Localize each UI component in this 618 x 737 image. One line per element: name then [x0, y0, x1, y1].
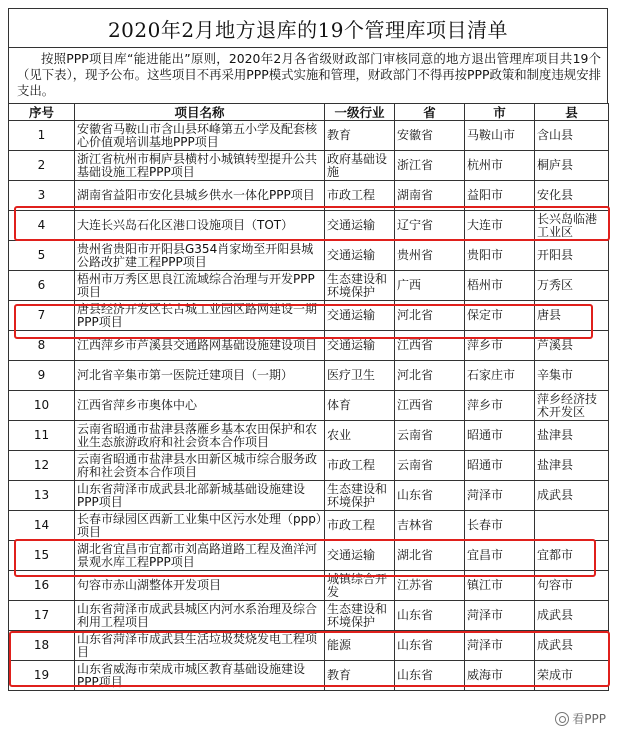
cell-industry: 城镇综合开发: [325, 571, 395, 601]
cell-no: 7: [9, 301, 75, 331]
cell-county: 开阳县: [535, 241, 609, 271]
cell-project-name: 河北省辛集市第一医院迁建项目（一期）: [75, 361, 325, 391]
cell-county: 盐津县: [535, 451, 609, 481]
cell-province: 河北省: [395, 361, 465, 391]
cell-county: 荣成市: [535, 661, 609, 691]
cell-no: 4: [9, 211, 75, 241]
table-row: [9, 661, 609, 691]
cell-project-name: 唐县经济开发区长古城工业园区路网建设一期PPP项目: [75, 301, 325, 331]
cell-county: 句容市: [535, 571, 609, 601]
cell-no: 12: [9, 451, 75, 481]
cell-industry: 能源: [325, 631, 395, 661]
table-header-row: [9, 104, 609, 121]
cell-project-name: 大连长兴岛石化区港口设施项目（TOT）: [75, 211, 325, 241]
cell-industry: 市政工程: [325, 511, 395, 541]
cell-project-name: 山东省菏泽市成武县北部新城基础设施建设PPP项目: [75, 481, 325, 511]
cell-province: 贵州省: [395, 241, 465, 271]
cell-city: 石家庄市: [465, 361, 535, 391]
cell-province: 江西省: [395, 331, 465, 361]
cell-project-name: 江西省萍乡市奥体中心: [75, 391, 325, 421]
wechat-logo-icon: [555, 712, 569, 726]
cell-province: 广西: [395, 271, 465, 301]
cell-industry: 市政工程: [325, 451, 395, 481]
cell-no: 5: [9, 241, 75, 271]
cell-no: 16: [9, 571, 75, 601]
cell-city: 梧州市: [465, 271, 535, 301]
cell-project-name: 云南省昭通市盐津县水田新区城市综合服务政府和社会资本合作项目: [75, 451, 325, 481]
cell-county: 长兴岛临港工业区: [535, 211, 609, 241]
table-row: [9, 301, 609, 331]
cell-province: 云南省: [395, 451, 465, 481]
cell-province: 辽宁省: [395, 211, 465, 241]
cell-county: 成武县: [535, 481, 609, 511]
cell-no: 3: [9, 181, 75, 211]
table-row: [9, 241, 609, 271]
table-row: [9, 211, 609, 241]
cell-project-name: 句容市赤山湖整体开发项目: [75, 571, 325, 601]
table-row: [9, 361, 609, 391]
cell-province: 安徽省: [395, 121, 465, 151]
cell-industry: 体育: [325, 391, 395, 421]
cell-city: 益阳市: [465, 181, 535, 211]
intro-paragraph: 按照PPP项目库“能进能出”原则，2020年2月各省级财政部门审核同意的地方退出管理库项目共19个（见下表），现予公布。这些项目不再采用PPP模式实施和管理，财政部门不得再按PPP政策和制度违规安排支出。: [8, 47, 608, 103]
cell-industry: 交通运输: [325, 211, 395, 241]
page-title: 2020年2月地方退库的19个管理库项目清单: [8, 8, 608, 47]
cell-city: 镇江市: [465, 571, 535, 601]
cell-city: 萍乡市: [465, 331, 535, 361]
cell-county: 成武县: [535, 601, 609, 631]
table-row: [9, 271, 609, 301]
document: [8, 8, 608, 691]
cell-no: 15: [9, 541, 75, 571]
cell-no: 8: [9, 331, 75, 361]
cell-county: 桐庐县: [535, 151, 609, 181]
cell-project-name: 山东省威海市荣成市城区教育基础设施建设PPP项目: [75, 661, 325, 691]
cell-province: 山东省: [395, 481, 465, 511]
cell-county: 辛集市: [535, 361, 609, 391]
cell-no: 6: [9, 271, 75, 301]
column-header-name: 项目名称: [75, 104, 325, 121]
cell-no: 10: [9, 391, 75, 421]
table-row: [9, 391, 609, 421]
cell-province: 江西省: [395, 391, 465, 421]
cell-no: 9: [9, 361, 75, 391]
table-row: [9, 331, 609, 361]
cell-county: 唐县: [535, 301, 609, 331]
cell-no: 18: [9, 631, 75, 661]
cell-county: 萍乡经济技术开发区: [535, 391, 609, 421]
table-row: [9, 421, 609, 451]
watermark-text: 看PPP: [572, 712, 606, 726]
cell-no: 14: [9, 511, 75, 541]
cell-province: 山东省: [395, 601, 465, 631]
cell-no: 2: [9, 151, 75, 181]
table-row: [9, 481, 609, 511]
cell-city: 马鞍山市: [465, 121, 535, 151]
cell-industry: 生态建设和环境保护: [325, 601, 395, 631]
cell-city: 杭州市: [465, 151, 535, 181]
cell-industry: 生态建设和环境保护: [325, 481, 395, 511]
cell-province: 云南省: [395, 421, 465, 451]
cell-city: 贵阳市: [465, 241, 535, 271]
table-row: [9, 511, 609, 541]
cell-no: 13: [9, 481, 75, 511]
cell-industry: 交通运输: [325, 331, 395, 361]
cell-industry: 医疗卫生: [325, 361, 395, 391]
cell-city: 昭通市: [465, 451, 535, 481]
cell-province: 山东省: [395, 661, 465, 691]
cell-industry: 市政工程: [325, 181, 395, 211]
cell-no: 1: [9, 121, 75, 151]
cell-project-name: 山东省菏泽市成武县城区内河水系治理及综合利用工程项目: [75, 601, 325, 631]
cell-project-name: 浙江省杭州市桐庐县横村小城镇转型提升公共基础设施工程PPP项目: [75, 151, 325, 181]
cell-county: 万秀区: [535, 271, 609, 301]
cell-county: 盐津县: [535, 421, 609, 451]
table-row: [9, 181, 609, 211]
cell-city: 长春市: [465, 511, 535, 541]
cell-city: 保定市: [465, 301, 535, 331]
cell-no: 17: [9, 601, 75, 631]
cell-industry: 政府基础设施: [325, 151, 395, 181]
cell-project-name: 贵州省贵阳市开阳县G354肖家坳至开阳县城公路改扩建工程PPP项目: [75, 241, 325, 271]
cell-project-name: 湖南省益阳市安化县城乡供水一体化PPP项目: [75, 181, 325, 211]
cell-industry: 交通运输: [325, 301, 395, 331]
project-table: [8, 103, 609, 691]
cell-no: 19: [9, 661, 75, 691]
cell-industry: 教育: [325, 661, 395, 691]
cell-county: 成武县: [535, 631, 609, 661]
cell-industry: 交通运输: [325, 241, 395, 271]
cell-province: 湖北省: [395, 541, 465, 571]
column-header-city: 市: [465, 104, 535, 121]
cell-industry: 农业: [325, 421, 395, 451]
cell-industry: 教育: [325, 121, 395, 151]
cell-province: 吉林省: [395, 511, 465, 541]
column-header-province: 省: [395, 104, 465, 121]
table-row: [9, 571, 609, 601]
cell-city: 菏泽市: [465, 601, 535, 631]
cell-project-name: 长春市绿园区西新工业集中区污水处理（ppp）项目: [75, 511, 325, 541]
cell-city: 昭通市: [465, 421, 535, 451]
cell-county: 安化县: [535, 181, 609, 211]
table-row: [9, 121, 609, 151]
cell-project-name: 江西萍乡市芦溪县交通路网基础设施建设项目: [75, 331, 325, 361]
table-row: [9, 151, 609, 181]
cell-no: 11: [9, 421, 75, 451]
cell-county: 芦溪县: [535, 331, 609, 361]
table-row: [9, 631, 609, 661]
cell-province: 山东省: [395, 631, 465, 661]
cell-city: 菏泽市: [465, 481, 535, 511]
table-row: [9, 451, 609, 481]
cell-county: [535, 511, 609, 541]
column-header-county: 县: [535, 104, 609, 121]
cell-project-name: 湖北省宜昌市宜都市刘高路道路工程及渔洋河景观水库工程PPP项目: [75, 541, 325, 571]
cell-industry: 生态建设和环境保护: [325, 271, 395, 301]
cell-city: 威海市: [465, 661, 535, 691]
column-header-no: 序号: [9, 104, 75, 121]
cell-project-name: 云南省昭通市盐津县落雁乡基本农田保护和农业生态旅游政府和社会资本合作项目: [75, 421, 325, 451]
cell-city: 菏泽市: [465, 631, 535, 661]
cell-project-name: 安徽省马鞍山市含山县环峰第五小学及配套核心价值观培训基地PPP项目: [75, 121, 325, 151]
table-row: [9, 601, 609, 631]
cell-city: 萍乡市: [465, 391, 535, 421]
cell-province: 浙江省: [395, 151, 465, 181]
cell-city: 大连市: [465, 211, 535, 241]
cell-industry: 交通运输: [325, 541, 395, 571]
cell-province: 湖南省: [395, 181, 465, 211]
cell-project-name: 梧州市万秀区思良江流域综合治理与开发PPP项目: [75, 271, 325, 301]
cell-province: 河北省: [395, 301, 465, 331]
cell-county: 含山县: [535, 121, 609, 151]
cell-province: 江苏省: [395, 571, 465, 601]
cell-project-name: 山东省菏泽市成武县生活垃圾焚烧发电工程项目: [75, 631, 325, 661]
cell-county: 宜都市: [535, 541, 609, 571]
watermark: [555, 710, 606, 727]
table-row: [9, 541, 609, 571]
cell-city: 宜昌市: [465, 541, 535, 571]
column-header-industry: 一级行业: [325, 104, 395, 121]
